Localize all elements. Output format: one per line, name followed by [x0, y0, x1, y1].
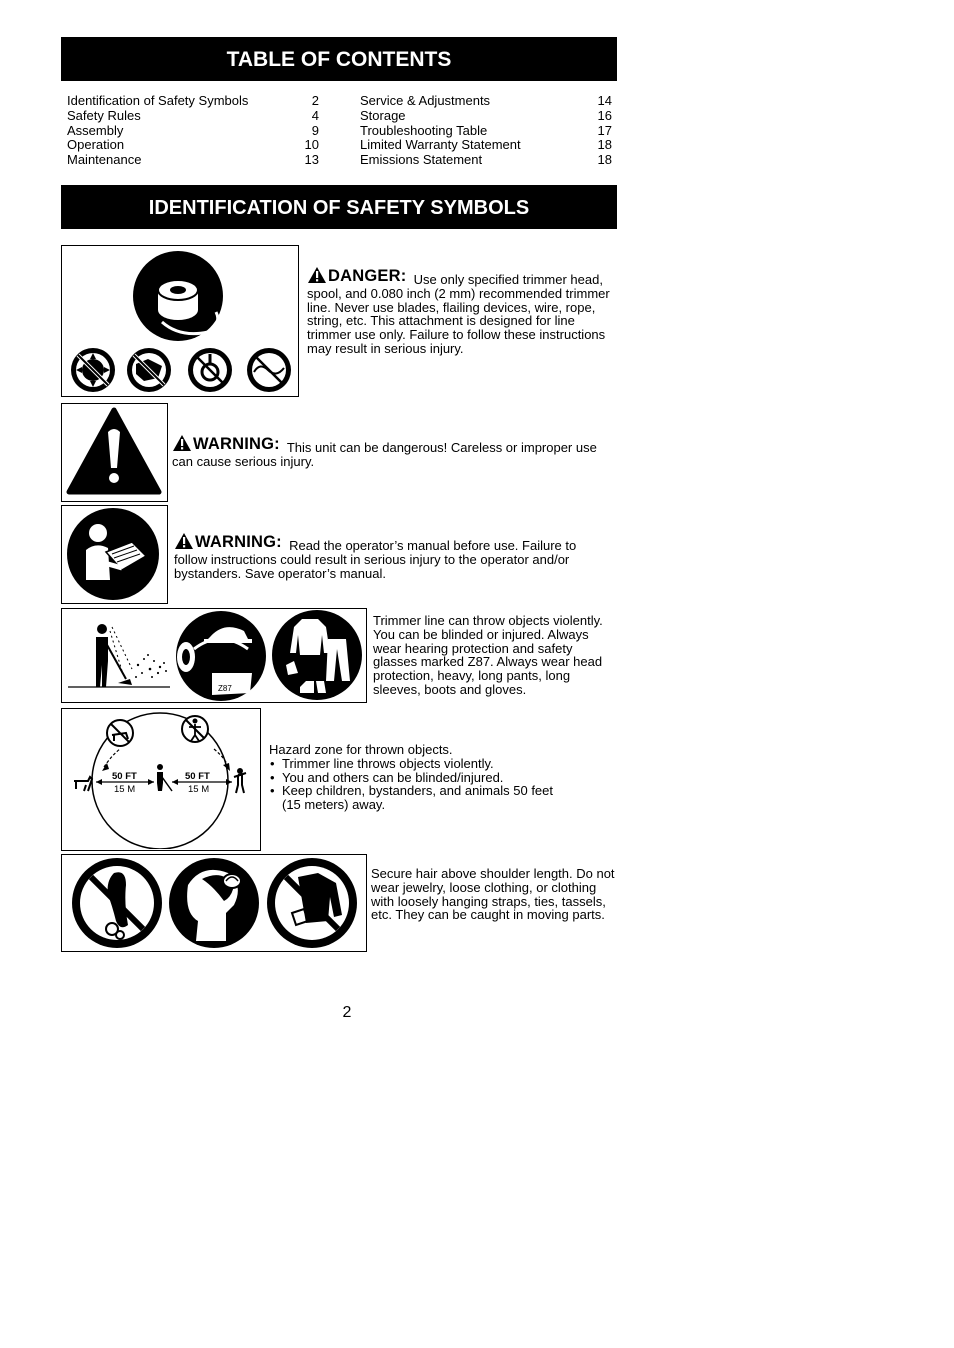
distance-ft-right: 50 FT	[185, 771, 210, 782]
read-manual-symbol-box	[61, 505, 168, 604]
warning-unit-description: This unit can be dangerous! Careless or improper use can cause serious injury.	[172, 440, 597, 469]
toc-title: TABLE OF CONTENTS	[61, 37, 617, 81]
no-animal-icon	[107, 720, 133, 746]
operator-thrown-objects-icon	[68, 624, 170, 687]
no-loose-clothing-icon	[267, 858, 357, 948]
read-manual-icon	[62, 506, 166, 602]
head-eye-ear-protection-icon	[176, 611, 266, 701]
operator-icon	[157, 764, 172, 791]
safety-symbols-title: IDENTIFICATION OF SAFETY SYMBOLS	[61, 185, 617, 229]
warning-manual-description: Read the operator’s manual before use. Failure to follow instructions could result in serious injury to the operator and/or bystanders. Save operator’s manual.	[174, 538, 577, 581]
clothing-protection-icon	[272, 610, 362, 700]
alert-triangle-icon	[307, 266, 327, 284]
distance-ft-left: 50 FT	[112, 771, 137, 782]
toc-entry[interactable]: Troubleshooting Table 17	[360, 122, 612, 138]
dog-icon	[74, 777, 92, 791]
warning-symbol-box	[61, 403, 168, 502]
list-item: • Trimmer line throws objects violently.	[269, 757, 589, 771]
toc-entry[interactable]: Operation 10	[67, 137, 319, 153]
toc-entry[interactable]: Maintenance 13	[67, 152, 319, 168]
toc-entry[interactable]: Emissions Statement 18	[360, 152, 612, 168]
toc-entry[interactable]: Storage 16	[360, 107, 612, 123]
no-blade-icon	[71, 348, 115, 392]
list-item: • You and others can be blinded/injured.	[269, 771, 589, 785]
no-chain-icon	[188, 348, 232, 392]
hazard-zone-list	[269, 757, 589, 812]
warning-manual-text	[174, 532, 604, 580]
toc-left-column	[67, 94, 319, 168]
hazard-zone-symbol-box	[61, 708, 261, 851]
danger-signal-word: DANGER:	[328, 267, 407, 286]
warning-signal-word: WARNING:	[193, 435, 280, 454]
secured-hair-icon	[169, 858, 259, 948]
list-item: • Keep children, bystanders, and animals 50 feet (15 meters) away.	[269, 784, 570, 812]
bystander-icon	[234, 768, 246, 793]
distance-m-left: 15 M	[114, 784, 136, 795]
hair-clothing-symbol-box	[61, 854, 367, 952]
warning-unit-text	[172, 434, 602, 469]
hair-clothing-description: Secure hair above shoulder length. Do not wear jewelry, loose clothing, or clothing with loosely hanging straps, ties, tassels, etc. They can be caught in moving parts.	[371, 866, 615, 923]
danger-description: Use only specified trimmer head, spool, and 0.080 inch (2 mm) recommended trimmer line. Never use blades, flailing devices, wire, rope, string, etc. This attachment is designed for line trimmer use only. Failure to follow these instructions may result in serious injury.	[307, 272, 610, 356]
protection-symbol-box	[61, 608, 367, 703]
protection-description: Trimmer line can throw objects violently. You can be blinded or injured. Always wear hearing protection and safety glasses marked Z87. Always wear head protection, heavy, long pants, long sleeves, boots and gloves.	[373, 613, 603, 697]
no-wire-icon	[247, 348, 291, 392]
warning-triangle-icon	[62, 404, 166, 500]
danger-text	[307, 266, 612, 356]
hazard-zone-intro: Hazard zone for thrown objects.	[269, 742, 453, 757]
toc-entry[interactable]: Limited Warranty Statement 18	[360, 137, 612, 153]
trimmer-head-symbol-box	[61, 245, 299, 397]
no-long-hair-icon	[72, 858, 162, 948]
toc-entry[interactable]: Assembly 9	[67, 122, 319, 138]
toc-entry[interactable]: Service & Adjustments 14	[360, 93, 612, 108]
hazard-zone-text	[269, 743, 589, 812]
toc-right-column	[360, 94, 612, 168]
alert-triangle-icon	[172, 434, 192, 452]
no-bystander-icon	[182, 716, 208, 742]
toc-entry[interactable]: Safety Rules 4	[67, 107, 319, 123]
distance-m-right: 15 M	[188, 784, 210, 795]
warning-signal-word: WARNING:	[195, 533, 282, 552]
toc-entry[interactable]: Identification of Safety Symbols 2	[67, 93, 319, 108]
trimmer-head-icon	[133, 251, 223, 341]
no-flail-icon	[127, 348, 171, 392]
alert-triangle-icon	[174, 532, 194, 550]
z87-label: Z87	[218, 684, 232, 693]
page-number: 2	[342, 1004, 352, 1021]
